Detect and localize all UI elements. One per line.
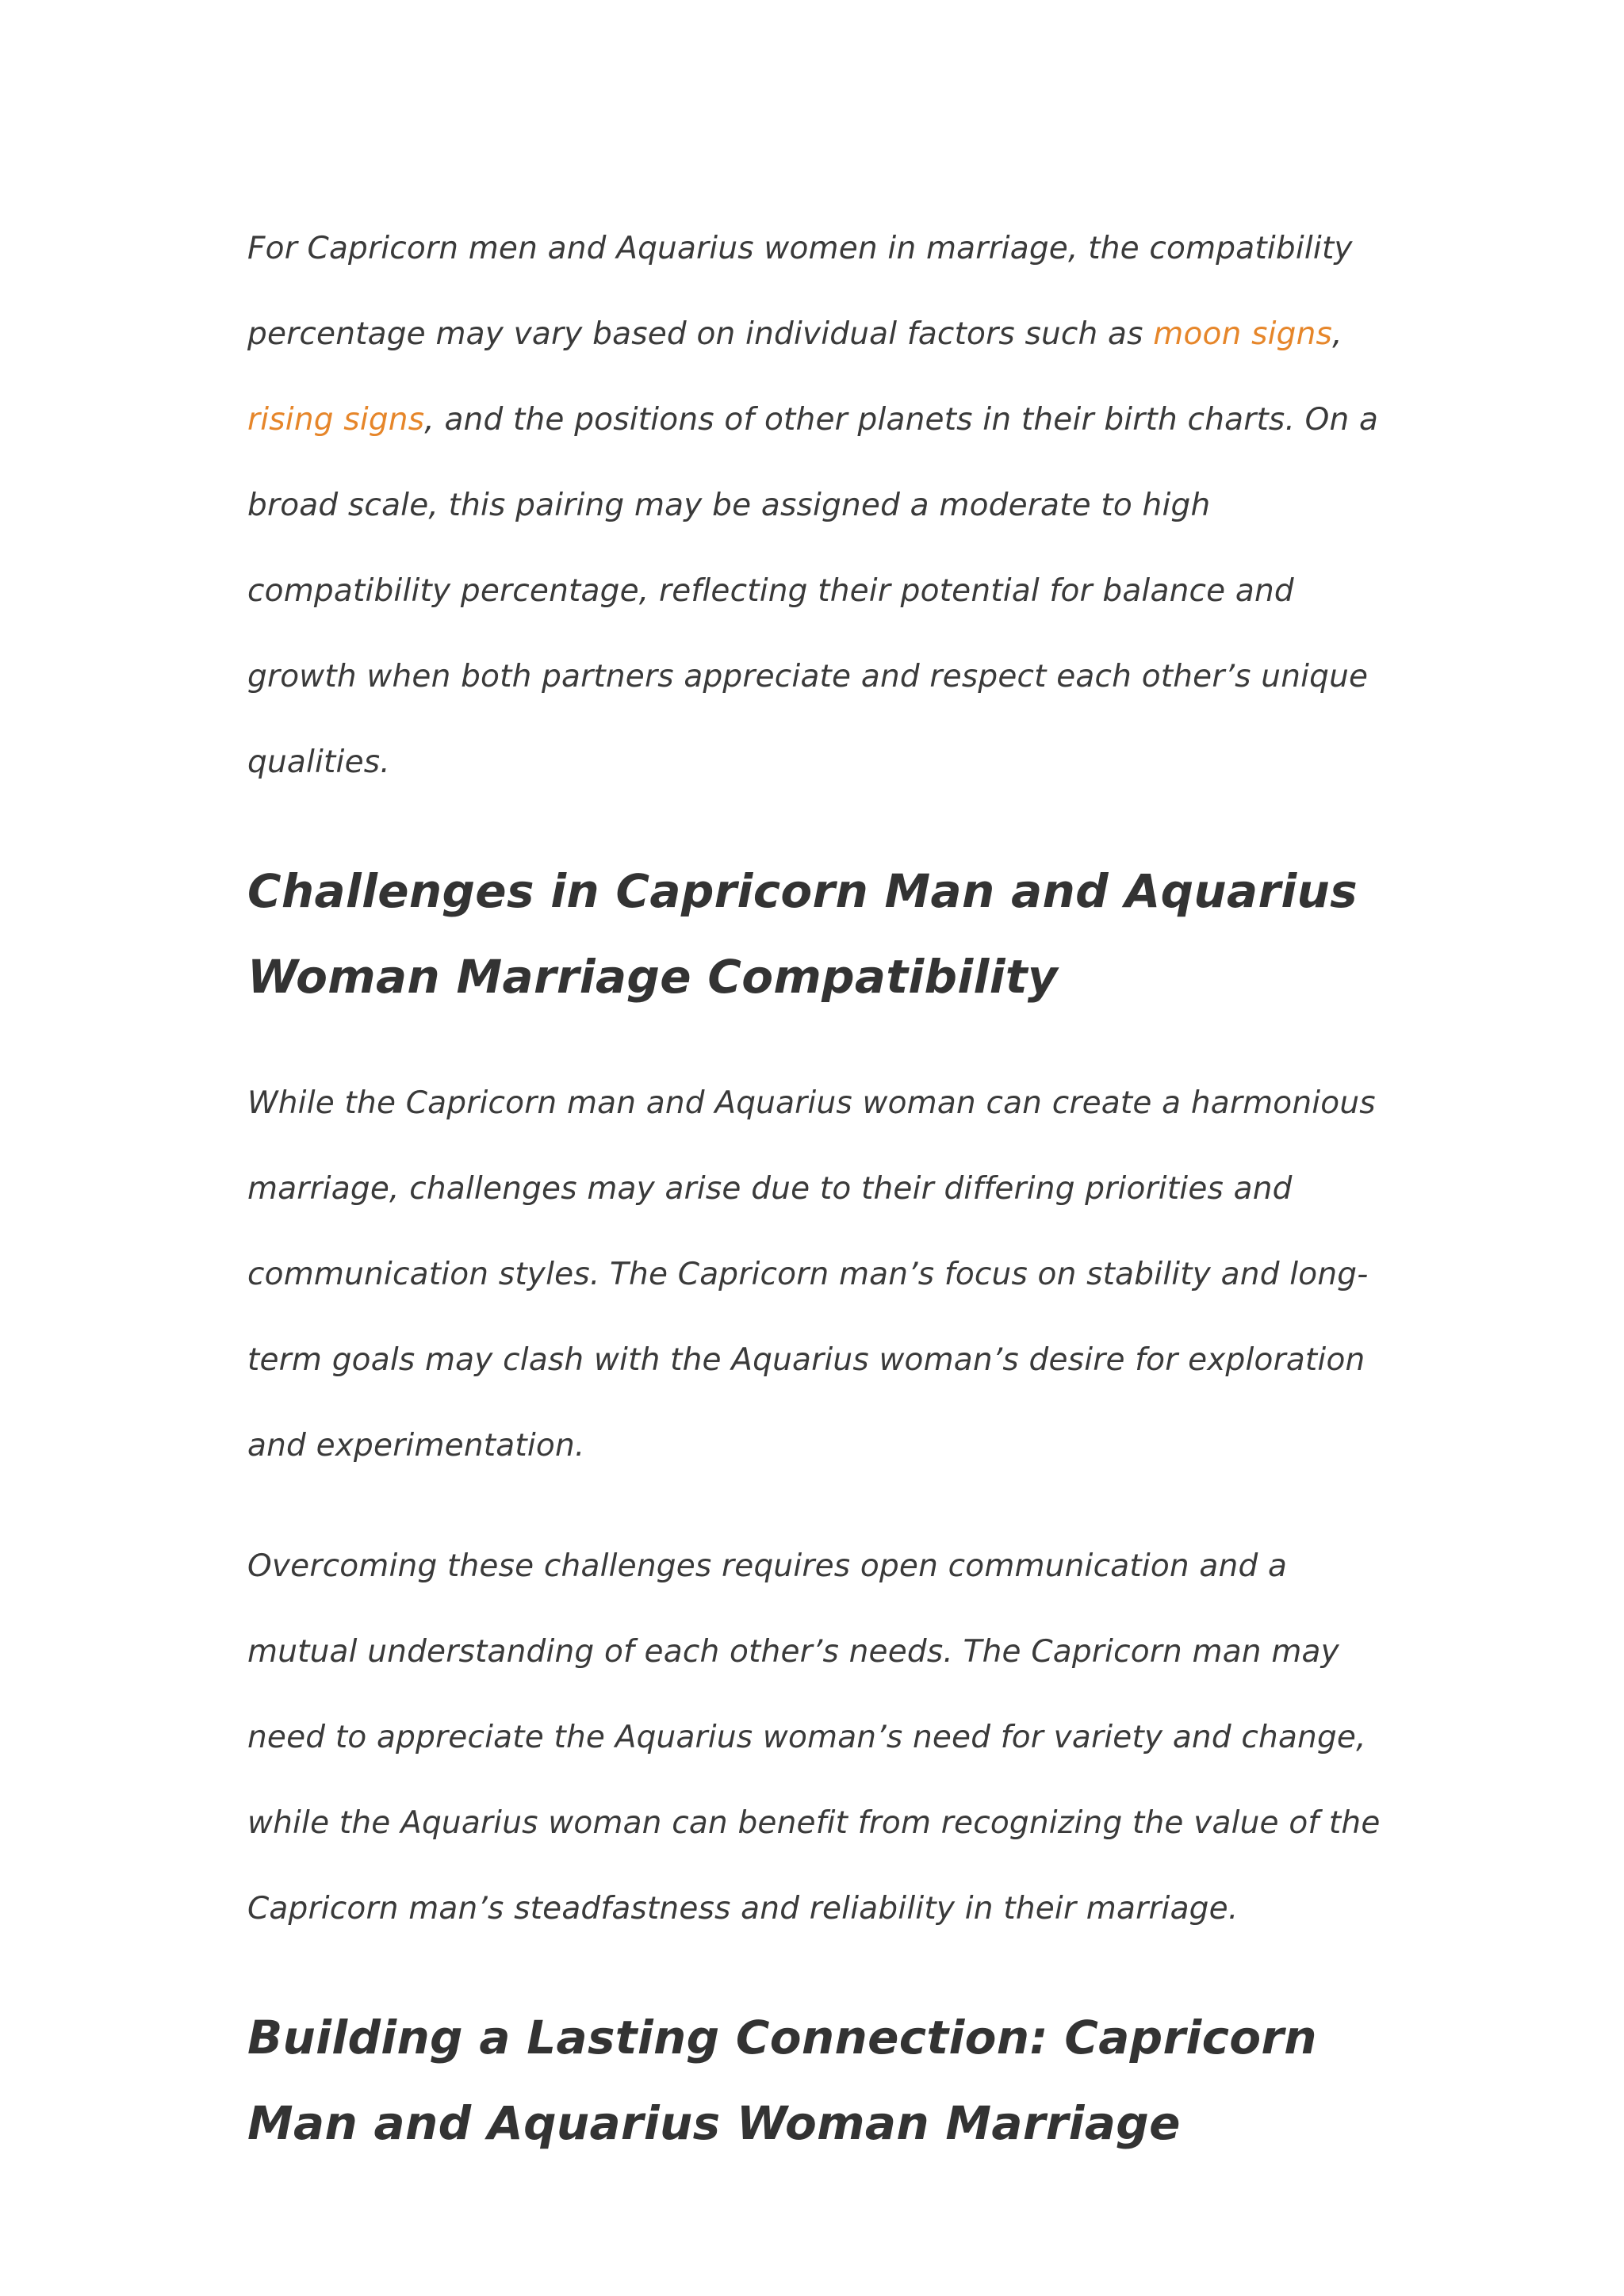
intro-text-after-links: , and the positions of other planets in their birth charts. On a broad scale, this pairing may be assigned a moderate to high compatibility percentage, reflecting their potential for balance and growth when both partners appreciate and respect each other’s unique qualities. (247, 402, 1379, 780)
intro-text-before-links: For Capricorn men and Aquarius women in marriage, the compatibility percentage may vary based on individual factors such as (247, 231, 1353, 352)
moon-signs-link[interactable]: moon signs (1153, 316, 1333, 352)
challenges-paragraph-1: While the Capricorn man and Aquarius woman can create a harmonious marriage, challenges may arise due to their differing priorities and communication styles. The Capricorn man’s focus on stability and long-term goals may clash with the Aquarius woman’s desire for exploration and experimentation. (247, 1085, 1376, 1464)
rising-signs-link[interactable]: rising signs (247, 402, 425, 438)
link-separator: , (1332, 316, 1342, 352)
building-connection-heading: Building a Lasting Connection: Capricorn Man and Aquarius Woman Marriage (247, 2011, 1317, 2150)
intro-paragraph (247, 206, 1389, 806)
article-body (247, 206, 1389, 2166)
challenges-paragraph-2: Overcoming these challenges requires open communication and a mutual understanding of each other’s needs. The Capricorn man may need to appreciate the Aquarius woman’s need for variety and change, while the Aquarius woman can benefit from recognizing the value of the Capricorn man’s steadfastness and reliability in their marriage. (247, 1548, 1381, 1927)
challenges-heading: Challenges in Capricorn Man and Aquarius Woman Marriage Compatibility (247, 864, 1358, 1004)
